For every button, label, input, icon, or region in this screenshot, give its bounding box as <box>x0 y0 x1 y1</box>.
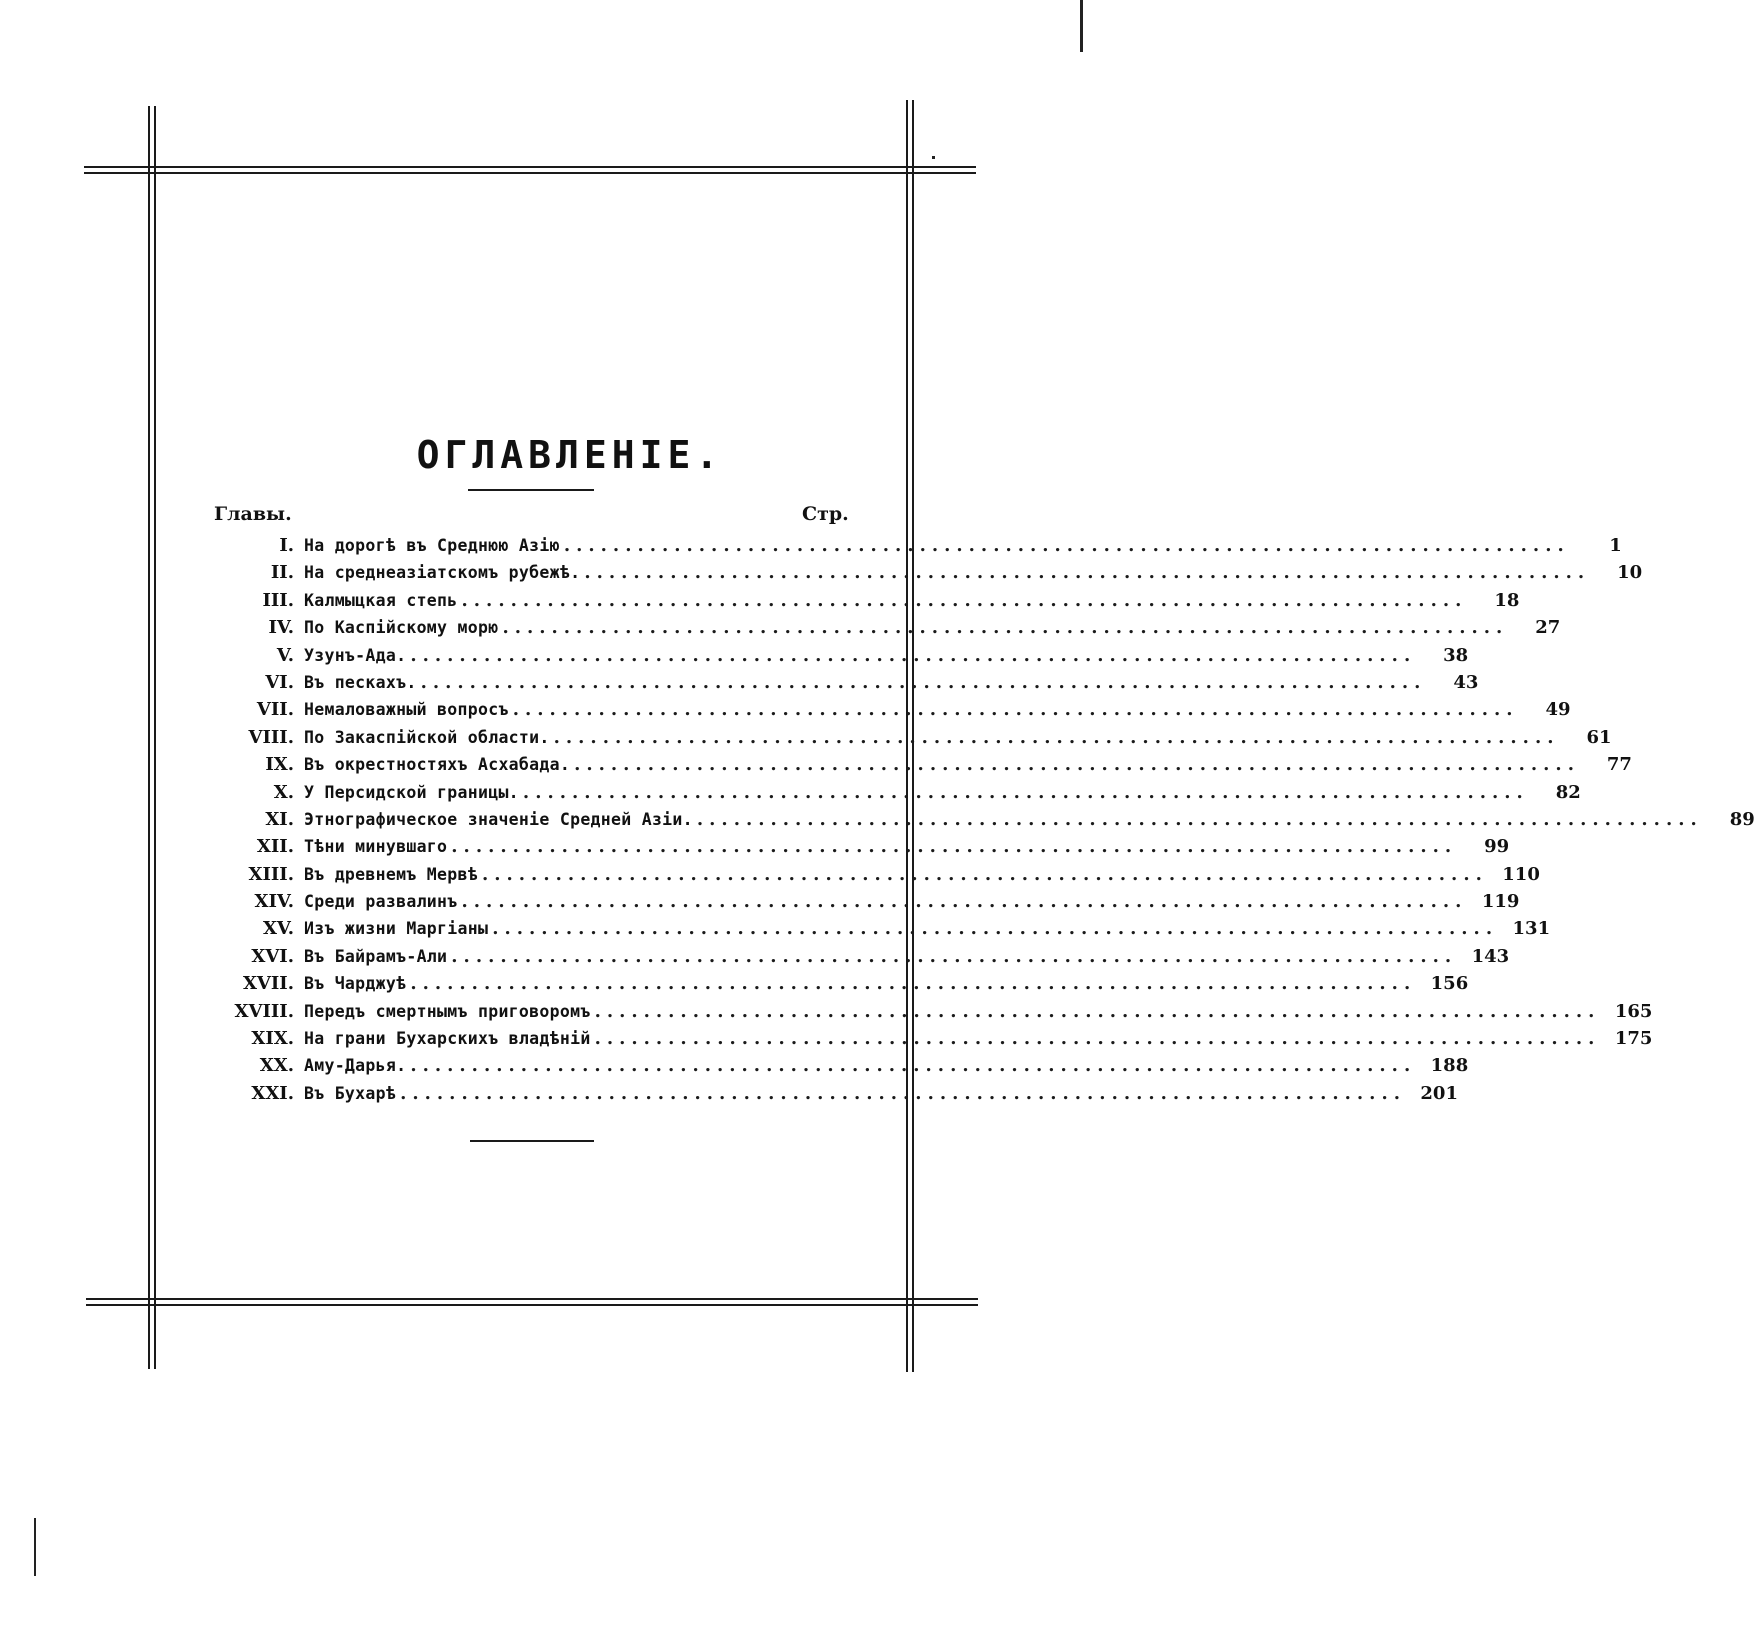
chapter-page-number: 131 <box>1512 918 1551 940</box>
chapter-title: Немаловажный вопросъ <box>304 700 509 720</box>
chapter-page-number: 156 <box>1430 973 1469 995</box>
chapter-number: XVII. <box>242 973 294 995</box>
dot-leader: .................................................................................. <box>461 891 1468 913</box>
dot-leader: .................................................................................. <box>410 644 1417 666</box>
dot-leader: .................................................................................. <box>451 836 1458 858</box>
toc-entry <box>220 642 1469 669</box>
chapter-title: На дорогѣ въ Среднюю Азію <box>304 536 560 555</box>
toc-entry <box>220 1025 1653 1052</box>
dot-leader: .................................................................................. <box>584 562 1591 584</box>
chapter-title: Тѣни минувшаго <box>304 837 448 857</box>
toc-entry <box>220 532 1622 559</box>
chapter-page-number: 77 <box>1606 754 1632 776</box>
chapter-number: IV. <box>268 617 294 639</box>
closing-rule <box>470 1140 594 1142</box>
chapter-page-number: 89 <box>1729 808 1755 830</box>
chapter-title: Передъ смертнымъ приговоромъ <box>304 1001 591 1021</box>
chapter-page-number: 188 <box>1430 1055 1469 1077</box>
dot-leader: .................................................................................. <box>461 589 1468 611</box>
chapter-title: На среднеазіатскомъ рубежѣ. <box>304 563 581 583</box>
dot-leader: .................................................................................. <box>594 1028 1601 1050</box>
chapter-title: Узунъ-Ада. <box>304 645 407 665</box>
chapter-title: Изъ жизни Маргіаны <box>304 919 489 939</box>
chapter-page-number: 38 <box>1443 644 1469 666</box>
chapter-page-number: 18 <box>1494 589 1520 611</box>
chapter-title: Калмыцкая степь <box>304 590 458 610</box>
dot-leader: .................................................................................. <box>522 781 1529 803</box>
dot-leader: .................................................................................. <box>502 617 1509 639</box>
toc-entry <box>220 833 1510 860</box>
chapter-number: XV. <box>262 918 294 940</box>
chapter-number: II. <box>270 562 294 584</box>
chapter-number: XXI. <box>251 1082 294 1104</box>
toc-entry <box>220 724 1612 751</box>
chapter-page-number: 143 <box>1471 945 1510 967</box>
toc-entry <box>220 806 1755 833</box>
chapter-title: Въ древнемъ Мервѣ <box>304 864 478 884</box>
toc-entry <box>220 1052 1469 1079</box>
dot-leader: .................................................................................. <box>400 1082 1406 1104</box>
chapter-number: VI. <box>265 671 294 693</box>
chapter-number: IX. <box>265 754 294 776</box>
chapter-title: Въ пескахъ. <box>304 672 417 692</box>
chapter-number: XIV. <box>254 891 294 913</box>
toc-entry <box>220 915 1551 942</box>
chapter-page-number: 10 <box>1617 562 1643 584</box>
chapter-title: По Каспійскому морю <box>304 618 499 638</box>
frame-bottom-rule-inner <box>86 1304 978 1306</box>
chapter-page-number: 82 <box>1555 781 1581 803</box>
chapter-number: XX. <box>259 1055 294 1077</box>
dot-leader: .................................................................................. <box>696 808 1703 830</box>
chapter-page-number: 175 <box>1614 1028 1653 1050</box>
chapter-page-number: 165 <box>1614 1000 1653 1022</box>
dot-leader: .................................................................................. <box>492 918 1499 940</box>
chapter-number: XII. <box>256 836 294 858</box>
chapter-number: I. <box>279 535 294 556</box>
toc-entry <box>220 970 1469 997</box>
chapter-title: Въ Чарджуѣ <box>304 974 407 994</box>
scan-mark-right-edge <box>1080 0 1083 52</box>
toc-list <box>220 532 1755 1107</box>
chapter-page-number: 99 <box>1484 836 1510 858</box>
dot-leader: .................................................................................. <box>563 535 1570 556</box>
chapter-title: Въ окрестностяхъ Асхабада. <box>304 755 571 775</box>
chapter-page-number: 61 <box>1586 726 1612 748</box>
chapter-page-number: 119 <box>1481 891 1520 913</box>
frame-top-rule-inner <box>84 172 976 174</box>
chapter-title: Этнографическое значеніе Средней Азіи. <box>304 809 693 829</box>
chapter-number: V. <box>276 644 294 666</box>
chapter-page-number: 110 <box>1502 863 1540 885</box>
toc-entry <box>220 998 1653 1025</box>
frame-top-rule-outer <box>84 166 976 168</box>
chapter-page-number: 27 <box>1535 617 1561 639</box>
chapter-title: Аму-Дарья. <box>304 1056 407 1076</box>
scan-dot <box>932 156 935 159</box>
dot-leader: .................................................................................. <box>420 671 1427 693</box>
chapter-number: XIII. <box>248 863 294 885</box>
chapter-title: Въ Бухарѣ <box>304 1083 397 1103</box>
chapter-number: III. <box>262 589 294 611</box>
chapter-page-number: 201 <box>1420 1082 1458 1104</box>
dot-leader: .................................................................................. <box>410 1055 1417 1077</box>
toc-entry <box>220 1080 1458 1107</box>
toc-entry <box>220 669 1479 696</box>
chapter-number: XI. <box>265 808 294 830</box>
chapter-page-number: 43 <box>1453 671 1479 693</box>
toc-entry <box>220 861 1540 888</box>
dot-leader: .................................................................................. <box>574 754 1580 776</box>
title-underline <box>468 489 594 491</box>
toc-entry <box>220 696 1571 723</box>
chapter-title: На грани Бухарскихъ владѣній <box>304 1029 591 1049</box>
frame-left-rule-outer <box>148 106 150 1369</box>
dot-leader: .................................................................................. <box>451 945 1458 967</box>
chapter-page-number: 1 <box>1609 535 1622 556</box>
toc-entry <box>220 751 1632 778</box>
page-title: ОГЛАВЛЕНІЕ. <box>416 433 724 477</box>
chapter-title: По Закаспійской области. <box>304 727 550 747</box>
dot-leader: .................................................................................. <box>410 973 1417 995</box>
chapter-title: Среди развалинъ <box>304 892 458 912</box>
dot-leader: .................................................................................. <box>594 1000 1601 1022</box>
chapter-number: XIX. <box>251 1028 294 1050</box>
toc-entry <box>220 559 1643 586</box>
chapter-title: У Персидской границы. <box>304 782 519 802</box>
scan-mark-left-edge <box>34 1518 36 1576</box>
dot-leader: .................................................................................. <box>553 726 1560 748</box>
chapters-header: Главы. <box>214 503 292 525</box>
toc-entry <box>220 587 1520 614</box>
toc-entry <box>220 779 1581 806</box>
toc-entry <box>220 943 1510 970</box>
page-header: Стр. <box>802 503 849 525</box>
dot-leader: .................................................................................. <box>512 699 1519 721</box>
chapter-page-number: 49 <box>1545 699 1571 721</box>
frame-left-rule-inner <box>154 106 156 1369</box>
chapter-number: XVIII. <box>234 1000 294 1022</box>
chapter-number: X. <box>273 781 294 803</box>
chapter-title: Въ Байрамъ-Али <box>304 946 448 966</box>
dot-leader: .................................................................................. <box>481 863 1488 885</box>
chapter-number: VIII. <box>248 726 294 748</box>
toc-entry <box>220 614 1561 641</box>
toc-entry <box>220 888 1520 915</box>
chapter-number: VII. <box>256 699 294 721</box>
chapter-number: XVI. <box>251 945 294 967</box>
frame-bottom-rule-outer <box>86 1298 978 1300</box>
